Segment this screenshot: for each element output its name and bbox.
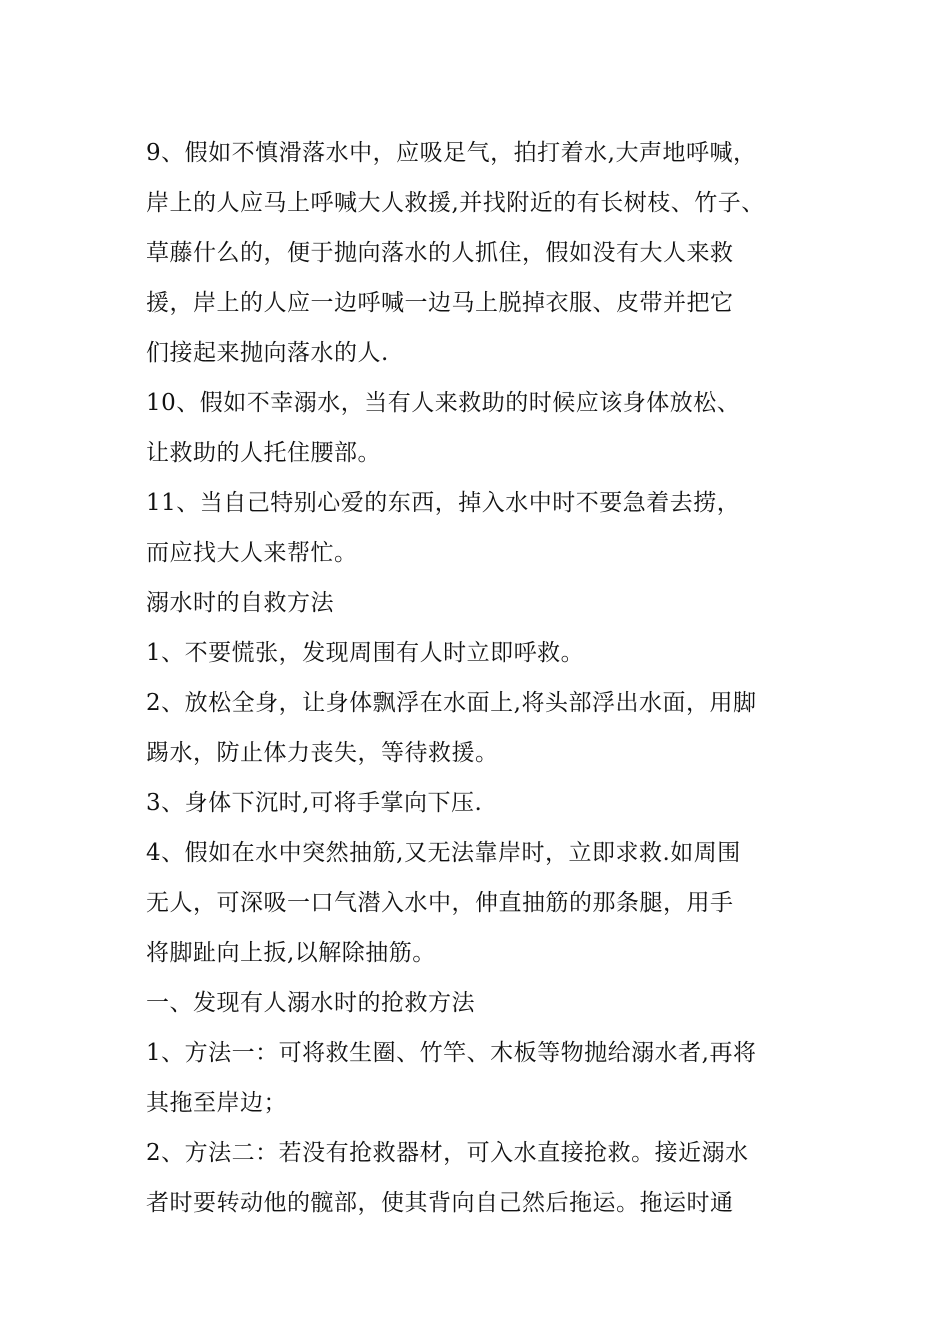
text-line: 2、方法二：若没有抢救器材，可入水直接抢救。接近溺水: [146, 1140, 749, 1166]
section-heading: 溺水时的自救方法: [146, 590, 334, 616]
text-line: 1、方法一：可将救生圈、竹竿、木板等物抛给溺水者,再将: [146, 1040, 757, 1066]
text-line: 者时要转动他的髋部，使其背向自己然后拖运。拖运时通: [146, 1190, 734, 1216]
text-line: 岸上的人应马上呼喊大人救援,并找附近的有长树枝、竹子、: [146, 190, 765, 216]
text-line: 10、假如不幸溺水，当有人来救助的时候应该身体放松、: [146, 390, 741, 416]
text-line: 草藤什么的，便于抛向落水的人抓住，假如没有大人来救: [146, 240, 734, 266]
text-line: 将脚趾向上扳,以解除抽筋。: [146, 940, 436, 966]
text-line: 3、身体下沉时,可将手掌向下压.: [146, 790, 483, 816]
text-line: 其拖至岸边；: [146, 1090, 287, 1116]
text-line: 4、假如在水中突然抽筋,又无法靠岸时，立即求救.如周围: [146, 840, 741, 866]
text-line: 援，岸上的人应一边呼喊一边马上脱掉衣服、皮带并把它: [146, 290, 734, 316]
text-line: 11、当自己特别心爱的东西，掉入水中时不要急着去捞，: [146, 490, 741, 516]
text-line: 2、放松全身，让身体飘浮在水面上,将头部浮出水面，用脚: [146, 690, 757, 716]
text-line: 1、不要慌张，发现周围有人时立即呼救。: [146, 640, 585, 666]
text-line: 无人，可深吸一口气潜入水中，伸直抽筋的那条腿，用手: [146, 890, 734, 916]
text-line: 让救助的人托住腰部。: [146, 440, 381, 466]
document-body: [146, 128, 826, 1228]
section-heading: 一、发现有人溺水时的抢救方法: [146, 990, 475, 1016]
text-line: 而应找大人来帮忙。: [146, 540, 358, 566]
text-line: 踢水，防止体力丧失，等待救援。: [146, 740, 499, 766]
text-line: 们接起来抛向落水的人.: [146, 340, 389, 366]
text-line: 9、假如不慎滑落水中，应吸足气，拍打着水,大声地呼喊，: [146, 140, 757, 166]
